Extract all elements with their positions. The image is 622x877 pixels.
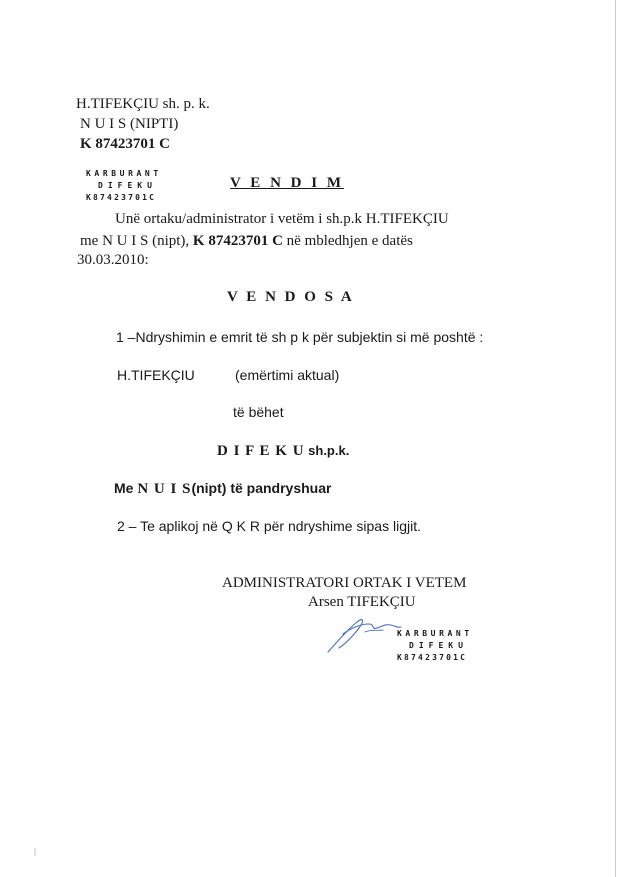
intro-line-1: Unë ortaku/administrator i vetëm i sh.p.k H.TIFEKÇIU [115,211,449,227]
nuis-label: N U I S (NIPTI) [80,116,179,132]
signatory-title: ADMINISTRATORI ORTAK I VETEM [222,575,467,591]
nuis-unchanged-rest: (nipt) të pandryshuar [191,480,332,496]
scan-speck-icon [34,848,36,856]
point-1: 1 –Ndryshimin e emrit të sh p k për subjektin si më poshtë : [116,329,484,345]
company-name: H.TIFEKÇIU sh. p. k. [76,96,210,112]
intro-line-2-start: me N U I S (nipt), [80,233,193,249]
current-name-note: (emërtimi aktual) [235,367,340,383]
new-name-suffix: sh.p.k. [304,443,350,458]
intro-date: 30.03.2010: [77,252,149,268]
nuis-unchanged-nuis: N U I S [137,481,192,497]
nuis-value: K 87423701 C [80,136,170,152]
current-name: H.TIFEKÇIU [117,367,195,383]
stamp-line-nuis: K87423701C [397,653,468,662]
stamp-line-difeku: DIFEKU [98,181,157,190]
intro-line-2 [80,233,413,250]
intro-line-2-end: në mbledhjen e datës [282,233,413,249]
new-name-main: D I F E K U [217,443,305,459]
nuis-unchanged [114,480,331,498]
handwritten-signature-icon [325,612,405,657]
stamp-line-karburant: KARBURANT [397,629,473,638]
decision-subtitle: V E N D O S A [227,289,355,305]
scan-edge-line [615,0,616,877]
signatory-name: Arsen TIFEKÇIU [308,594,416,610]
stamp-line-karburant: KARBURANT [86,169,162,178]
stamp-line-nuis: K87423701C [86,193,157,202]
company-stamp-top [86,168,162,204]
nuis-unchanged-me: Me [114,480,138,496]
stamp-line-difeku: DIFEKU [409,641,468,650]
intro-nuis-value: K 87423701 C [192,233,283,249]
document-title: V E N D I M [230,175,344,191]
becomes-label: të bëhet [233,404,284,420]
point-2: 2 – Te aplikoj në Q K R për ndryshime sipas ligjit. [117,518,421,534]
new-name [217,442,349,460]
company-stamp-bottom [397,628,473,664]
